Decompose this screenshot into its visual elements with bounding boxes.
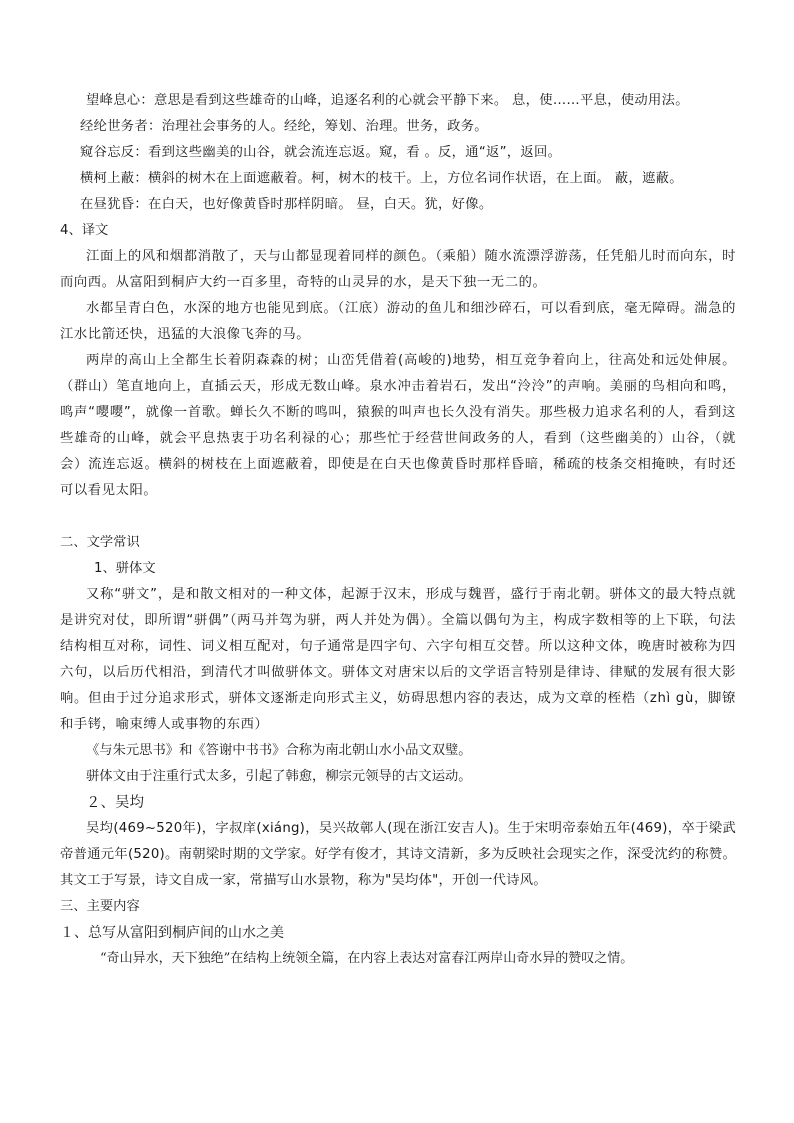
- translation-paragraph: 水都呈青白色，水深的地方也能见到底。（江底）游动的鱼儿和细沙碎石，可以看到底，毫无障碍。湍急的江水比箭还快，迅猛的大浪像飞奔的马。: [60, 301, 736, 342]
- wujun-paragraph: 吴均(469~520年)，字叔庠(xiáng)，吴兴故鄣人(现在浙江安吉人)。生于宋明帝泰始五年(469)，卒于梁武帝普通元年(520)。南朝梁时期的文学家。好学有俊才，其诗文清新，多为反映社会现实之作，深受沈约的称赞。其文工于写景，诗文自成一家，常描写山水景物，称为"吴均体"，开创一代诗风。: [60, 821, 736, 888]
- gloss-heng-ke-shang-bi: 横柯上蔽：横斜的树木在上面遮蔽着。柯，树木的枝干。上，方位名词作状语，在上面。 蔽，遮蔽。: [80, 171, 683, 186]
- translation-paragraph: 江面上的风和烟都消散了，天与山都显现着同样的颜色。（乘船）随水流漂浮游荡，任凭船儿时而向东，时而向西。从富阳到桐庐大约一百多里，奇特的山灵异的水，是天下独一无二的。: [60, 249, 736, 290]
- wujun-subheading: ２、吴均: [86, 795, 144, 811]
- main-content-subheading: １、总写从富阳到桐庐间的山水之美: [60, 925, 284, 941]
- literature-heading: 二、文学常识: [60, 535, 140, 550]
- main-content-quote: “奇山异水，天下独绝”在结构上统领全篇，在内容上表达对富春江两岸山奇水异的赞叹之情。: [100, 951, 634, 966]
- pianti-paragraph: 又称“骈文”，是和散文相对的一种文体，起源于汉末，形成与魏晋，盛行于南北朝。骈体文的最大特点就是讲究对仗，即所谓“骈偶”（两马并驾为骈，两人并处为偶）。全篇以偶句为主，构成字数相等的上下联，句法结构相互对称，词性、词义相互配对，句子通常是四字句、六字句相互交替。所以这种文体，晚唐时被称为四六句，以后历代相沿，到清代才叫做骈体文。骈体文对唐宋以后的文学语言特别是律诗、律赋的发展有很大影响。但由于过分追求形式，骈体文逐渐走向形式主义，妨碍思想内容的表达，成为文章的桎梏（zhì gù，脚镣和手铐，喻束缚人或事物的东西）: [60, 587, 736, 732]
- translation-paragraph: 两岸的高山上全都生长着阴森森的树；山峦凭借着(高峻的)地势，相互竞争着向上，往高处和远处伸展。（群山）笔直地向上，直插云天，形成无数山峰。泉水冲击着岩石，发出“泠泠”的声响。美丽的鸟相向和鸣，鸣声“嘤嘤”，就像一首歌。蝉长久不断的鸣叫，猿猴的叫声也长久没有消失。那些极力追求名利的人，看到这些雄奇的山峰，就会平息热衷于功名利禄的心；那些忙于经营世间政务的人，看到（这些幽美的）山谷，（就会）流连忘返。横斜的树枝在上面遮蔽着，即使是在白天也像黄昏时那样昏暗，稀疏的枝条交相掩映，有时还可以看见太阳。: [60, 353, 736, 498]
- pianti-note-shuangbi: 《与朱元思书》和《答谢中书书》合称为南北朝山水小品文双璧。: [86, 743, 472, 758]
- gloss-wang-feng-xi-xin: 望峰息心：意思是看到这些雄奇的山峰，追逐名利的心就会平静下来。 息，使……平息，使动用法。: [86, 93, 689, 108]
- pianti-note-guwen: 骈体文由于注重行式太多，引起了韩愈，柳宗元领导的古文运动。: [86, 769, 472, 784]
- gloss-kui-gu-wang-fan: 窥谷忘反：看到这些幽美的山谷，就会流连忘返。窥，看 。反，通“返”，返回。: [80, 145, 562, 160]
- main-content-heading: 三、主要内容: [60, 899, 140, 914]
- translation-heading: 4、译文: [60, 223, 109, 238]
- gloss-zai-zhou-you-hun: 在昼犹昏：在白天，也好像黄昏时那样阴暗。 昼，白天。犹，好像。: [80, 197, 493, 212]
- spacer: [60, 504, 736, 530]
- pianti-subheading: 1、骈体文: [94, 561, 156, 576]
- document-page: [60, 88, 736, 972]
- gloss-jing-lun-shi-wu: 经纶世务者：治理社会事务的人。经纶，筹划、治理。世务，政务。: [80, 119, 488, 134]
